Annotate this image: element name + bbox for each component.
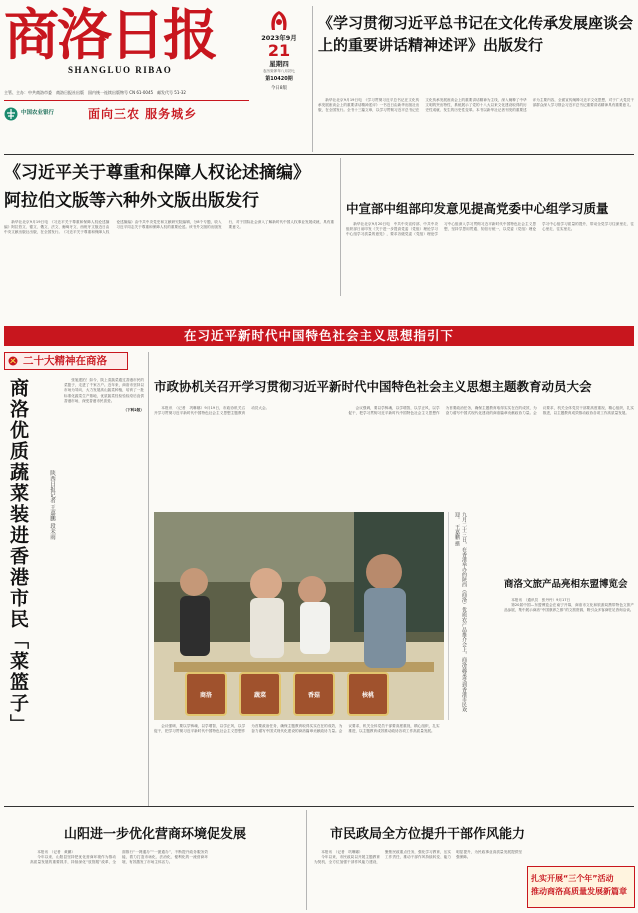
story5-headline: 商洛文旅产品亮相东盟博览会: [504, 579, 628, 590]
column-tag: [4, 352, 128, 370]
jar-0-label: 商洛: [199, 692, 212, 699]
jar-2-label: 香菇: [307, 692, 320, 699]
story2-headline-2: 阿拉伯文版等六种外文版出版发行: [4, 191, 259, 211]
theme-banner-text: 在习近平新时代中国特色社会主义思想指引下: [183, 328, 454, 343]
story7-body-text: 今年以来，市民政局以开展主题教育为契机，全方位加强干部作风能力建设，聚焦民政重点任务，强化学习教育，压实工作责任，推动干部作风持续转变、能力明显提升，为民政事业高质量发展提供坚强保障。: [314, 850, 522, 865]
side-body-text: 张旭建拍！如今，陕上清蔬菜通过香港市民的菜篮子，走进了千家万户。近年来，商洛市坚持以市场为导向，大力发展高山蔬菜种植，培育了一批标准化蔬菜生产基地，优质蔬菜经检验检疫后直供香港市场，深受香港市民喜爱。: [64, 378, 144, 403]
jar-1: [239, 672, 281, 716]
theme-banner: [4, 326, 634, 346]
story4-body: [154, 406, 634, 508]
story6-body-text: 今年以来，山阳县坚持把优化营商环境作为推动高质量发展的重要抓手，持续深化“放管服”改革，全面推行“一网通办”“一窗通办”，不断提升政务服务效能，着力打造市场化、法治化、便利化的一流营商环境，有效激发了市场主体活力。: [30, 850, 208, 865]
story5-body: [504, 598, 634, 720]
masthead-logo: [4, 2, 217, 75]
story4-lower-body: [154, 724, 634, 800]
story7-body: [314, 850, 522, 908]
jar-1-label: 蔬菜: [253, 692, 266, 699]
date-day: 21: [267, 41, 291, 60]
bank-slogan: 面向三农 服务城乡: [88, 107, 198, 121]
date-year-month: 2023年9月: [261, 34, 297, 42]
column-tag-text: 二十大精神在商洛: [23, 355, 107, 367]
logo-pinyin: SHANGLUO RIBAO: [68, 65, 173, 75]
story2-headline-1: 《习近平关于尊重和保障人权论述摘编》: [4, 163, 310, 183]
promo-line-1: 扎实开展“三个年”活动: [531, 874, 614, 883]
promo-line-2: 推动商洛高质量发展新篇章: [531, 887, 627, 896]
jar-row: [185, 672, 425, 716]
story6-byline: 本报讯 （记者 黄鹏）: [37, 850, 75, 854]
jar-2: [293, 672, 335, 716]
side-body: [64, 378, 144, 798]
bank-ad: [4, 103, 249, 125]
story7-byline: 本报讯 （记者 巩琳娜）: [321, 850, 363, 854]
story2-body-text: 新华社北京9月19日电 《习近平关于尊重和保障人权论述摘编》阿拉伯文、德文、俄文、法文、葡萄牙文、西班牙文版近日由中央文献出版社出版，在全国发行。《习近平关于尊重和保障人权论述摘编》由中共中央党史和文献研究院编辑，分8个专题，收入习近平同志关于尊重和保障人权的重要论述。该书外文版的出版发行，对于国际社会深入了解新时代中国人权事业发展成就，具有重要意义。: [4, 220, 334, 235]
party-emblem-icon: [8, 356, 18, 366]
bank-name: 中国农业银行: [21, 110, 55, 116]
side-byline-text: 陕西日报记者 王嘉鹏 段未雨: [49, 470, 55, 540]
story4-body-text: 会议强调，要以学铸魂，以学增智，以学正风，以学促干，把学习贯彻习近平新时代中国特色社会主义思想作为首要政治任务，确保主题教育取得实实在在的成效，为奋力谱写中国式现代化建设的商洛篇章贡献政协力量。会议要求，机关全体党员干部要高度重视，精心组织，扎实推进，以主题教育成效推动政协各项工作高质量发展。: [348, 406, 634, 416]
issue-number: 第10420期: [265, 76, 293, 82]
jar-3: [347, 672, 389, 716]
lunar-date: 农历癸卯年八月初七: [262, 69, 296, 73]
story5-body-text: 第20届中国—东盟博览会在南宁开幕，商洛市文化和旅游局携带特色文旅产品参展，集中展示商洛“中国康养之都”的文旅资源，吸引众多客商驻足咨询洽谈。: [504, 603, 634, 613]
today-pages: 今日8版: [270, 86, 288, 91]
jar-0: [185, 672, 227, 716]
weekday: 星期四: [269, 60, 289, 68]
story2-body: [4, 220, 334, 294]
side-headline-text: 商洛优质蔬菜装进香港市民「菜篮子」: [7, 378, 29, 735]
date-panel: [250, 10, 308, 120]
story3-body-text: 新华社北京9月20日电 中共中央宣传部、中共中央组织部日前印发《关于进一步提高党委（党组）理论学习中心组学习质量的意见》，要求各级党委（党组）理论学习中心组深入学习贯彻习近平新时代中国特色社会主义思想，坚持学思用贯通、知信行统一，以党委（党组）理论学习中心组学习质量的提升，带动全党学习往深里走、往心里走、往实里走。: [346, 222, 634, 237]
side-continued: （下转2版）: [123, 408, 144, 413]
lead-headline: 《学习贯彻习近平总书记在文化传承发展座谈会上的重要讲话精神述评》出版发行: [318, 14, 634, 54]
story5-byline: 本报讯 （通讯员 张丹丹）9月17日: [511, 598, 571, 602]
story7-headline: 市民政局全方位提升干部作风能力: [330, 827, 526, 842]
side-headline: [6, 378, 42, 796]
story4-headline: 市政协机关召开学习贯彻习近平新时代中国特色社会主义思想主题教育动员大会: [154, 379, 592, 394]
photo-caption-text: 九月二十三日，在香港举办的陕西（商洛）优质农产品推介会上，商洛蔬菜受到香港市民欢迎。 王嘉鹏 摄: [454, 512, 467, 712]
story4-byline: 本报讯 （记者 巩琳娜）9月19日，市政协机关召开学习贯彻习近平新时代中国特色社会主义思想主题教育动员大会。: [154, 406, 270, 416]
bank-logo-icon: [4, 107, 18, 121]
publisher-line: 主管、主办：中共商洛市委 商洛日报社出版 国内统一连续出版物号 CN 61-0045 邮发代号 51-32: [4, 90, 186, 95]
story3-body: [346, 222, 634, 294]
promo-box: [527, 866, 635, 908]
logo-chinese: 商洛日报: [4, 2, 217, 67]
jar-3-label: 核桃: [361, 692, 374, 699]
photo-caption: [448, 512, 498, 720]
story3-headline: 中宣部中组部印发意见提高党委中心组学习质量: [346, 201, 609, 216]
emblem-icon: [267, 10, 291, 32]
story4-lower-text: 会议强调，要以学铸魂，以学增智，以学正风，以学促干，把学习贯彻习近平新时代中国特色社会主义思想作为首要政治任务，确保主题教育取得实实在在的成效，为奋力谱写中国式现代化建设的商洛篇章贡献政协力量。会议要求，机关全体党员干部要高度重视，精心组织，扎实推进，以主题教育成效推动政协各项工作高质量发展。: [154, 724, 440, 734]
side-byline: [48, 470, 60, 630]
lead-body-text: 新华社北京9月19日电 《学习贯彻习近平总书记在文化传承发展座谈会上的重要讲话精神述评》一书近日由新华出版社出版，在全国发行。全书十三篇文章，以学习贯彻习近平总书记在文化传承发展座谈会上的重要讲话精神为主线，深入阐释了中华文明的突出特性，系统展示了党的十八大以来文化建设取得的历史性成就、发生的历史性变革。本书以新华社记者刊发的重要述评为主要内容，全面宣传阐释习近平文化思想，对于广大党员干部群众深入学习领会习近平总书记重要讲话精神具有重要意义。: [318, 98, 634, 113]
story6-body: [30, 850, 300, 908]
story6-headline: 山阳进一步优化营商环境促发展: [63, 827, 246, 842]
lead-body: [318, 98, 634, 148]
